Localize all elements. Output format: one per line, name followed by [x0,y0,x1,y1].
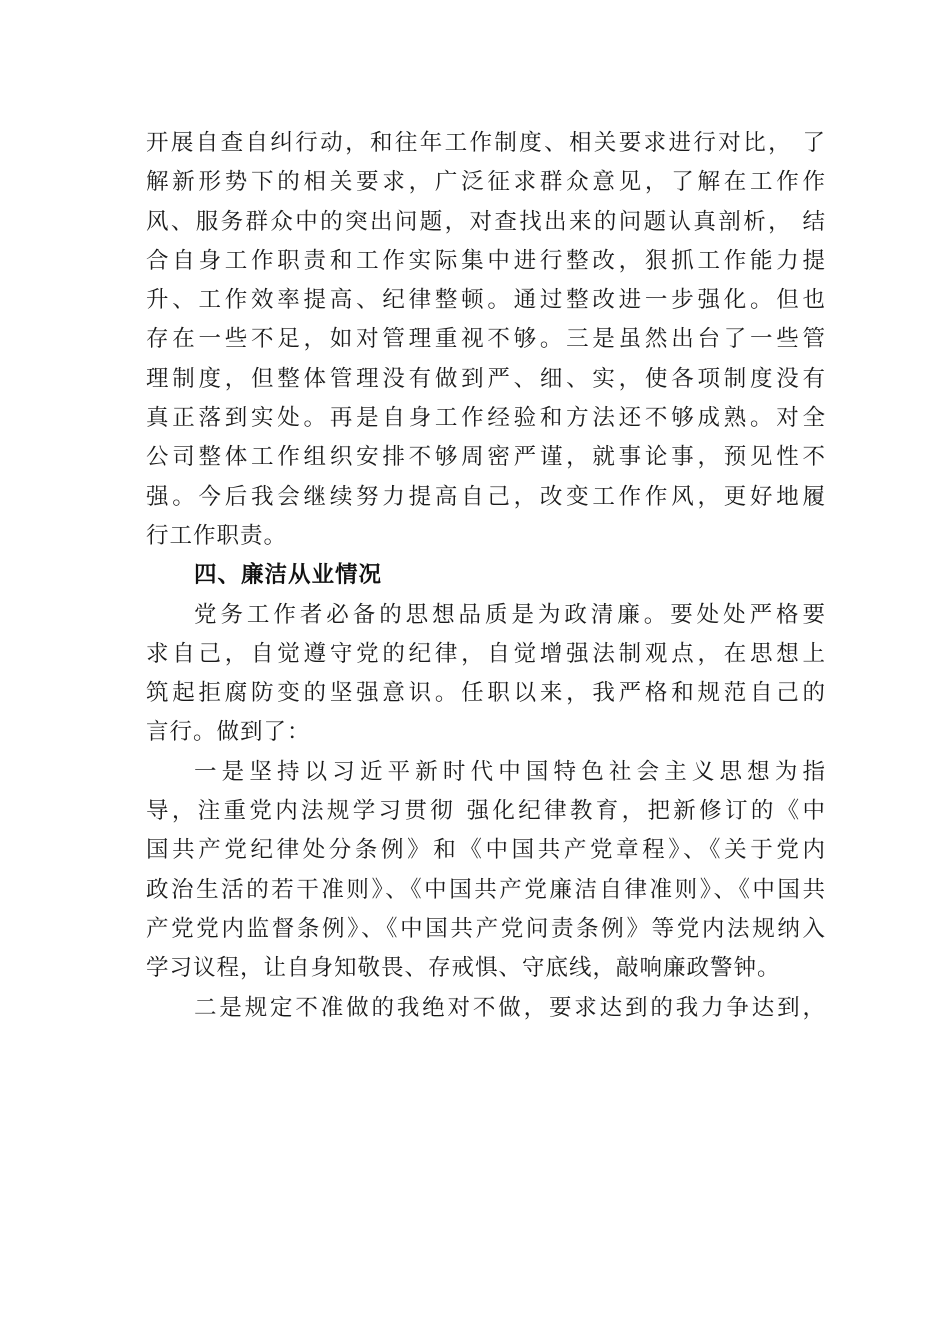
text-line: 求自己，自觉遵守党的纪律，自觉增强法制观点，在思想上 [146,640,826,667]
text-line: 公司整体工作组织安排不够周密严谨，就事论事，预见性不 [146,444,826,471]
document-body [146,124,826,1028]
text-line: 风、服务群众中的突出问题，对查找出来的问题认真剖析， 结 [146,208,826,235]
paragraph-point-one [146,753,826,989]
text-line: 言行。做到了： [146,719,311,746]
text-line: 一是坚持以习近平新时代中国特色社会主义思想为指 [194,758,826,785]
text-line: 强。今后我会继续努力提高自己，改变工作作风，更好地履 [146,483,826,510]
text-line: 筑起拒腐防变的坚强意识。任职以来，我严格和规范自己的 [146,680,826,707]
paragraph-integrity-intro [146,596,826,753]
section-heading: 四、廉洁从业情况 [194,562,383,589]
text-line: 合自身工作职责和工作实际集中进行整改，狠抓工作能力提 [146,247,826,274]
text-line: 导，注重党内法规学习贯彻 强化纪律教育，把新修订的《中 [146,798,826,825]
paragraph-point-two [146,989,826,1028]
paragraph-self-inspection [146,124,826,556]
text-line: 行工作职责。 [146,522,288,549]
text-line: 解新形势下的相关要求，广泛征求群众意见，了解在工作作 [146,169,826,196]
text-line: 党务工作者必备的思想品质是为政清廉。要处处严格要 [194,601,826,628]
text-line: 真正落到实处。再是自身工作经验和方法还不够成熟。对全 [146,405,826,432]
text-line: 政治生活的若干准则》、《中国共产党廉洁自律准则》、《中国共 [146,876,826,903]
text-line: 开展自查自纠行动，和往年工作制度、相关要求进行对比， 了 [146,130,826,156]
text-line: 理制度，但整体管理没有做到严、细、实，使各项制度没有 [146,365,826,392]
text-line: 产党党内监督条例》、《中国共产党问责条例》等党内法规纳入 [146,915,826,942]
text-line: 二是规定不准做的我绝对不做，要求达到的我力争达到， [194,994,826,1021]
text-line: 存在一些不足，如对管理重视不够。三是虽然出台了一些管 [146,326,826,353]
text-line: 升、工作效率提高、纪律整顿。通过整改进一步强化。但也 [146,287,826,314]
text-line: 国共产党纪律处分条例》和《中国共产党章程》、《关于党内 [146,837,826,864]
text-line: 学习议程，让自身知敬畏、存戒惧、守底线，敲响廉政警钟。 [146,955,781,982]
